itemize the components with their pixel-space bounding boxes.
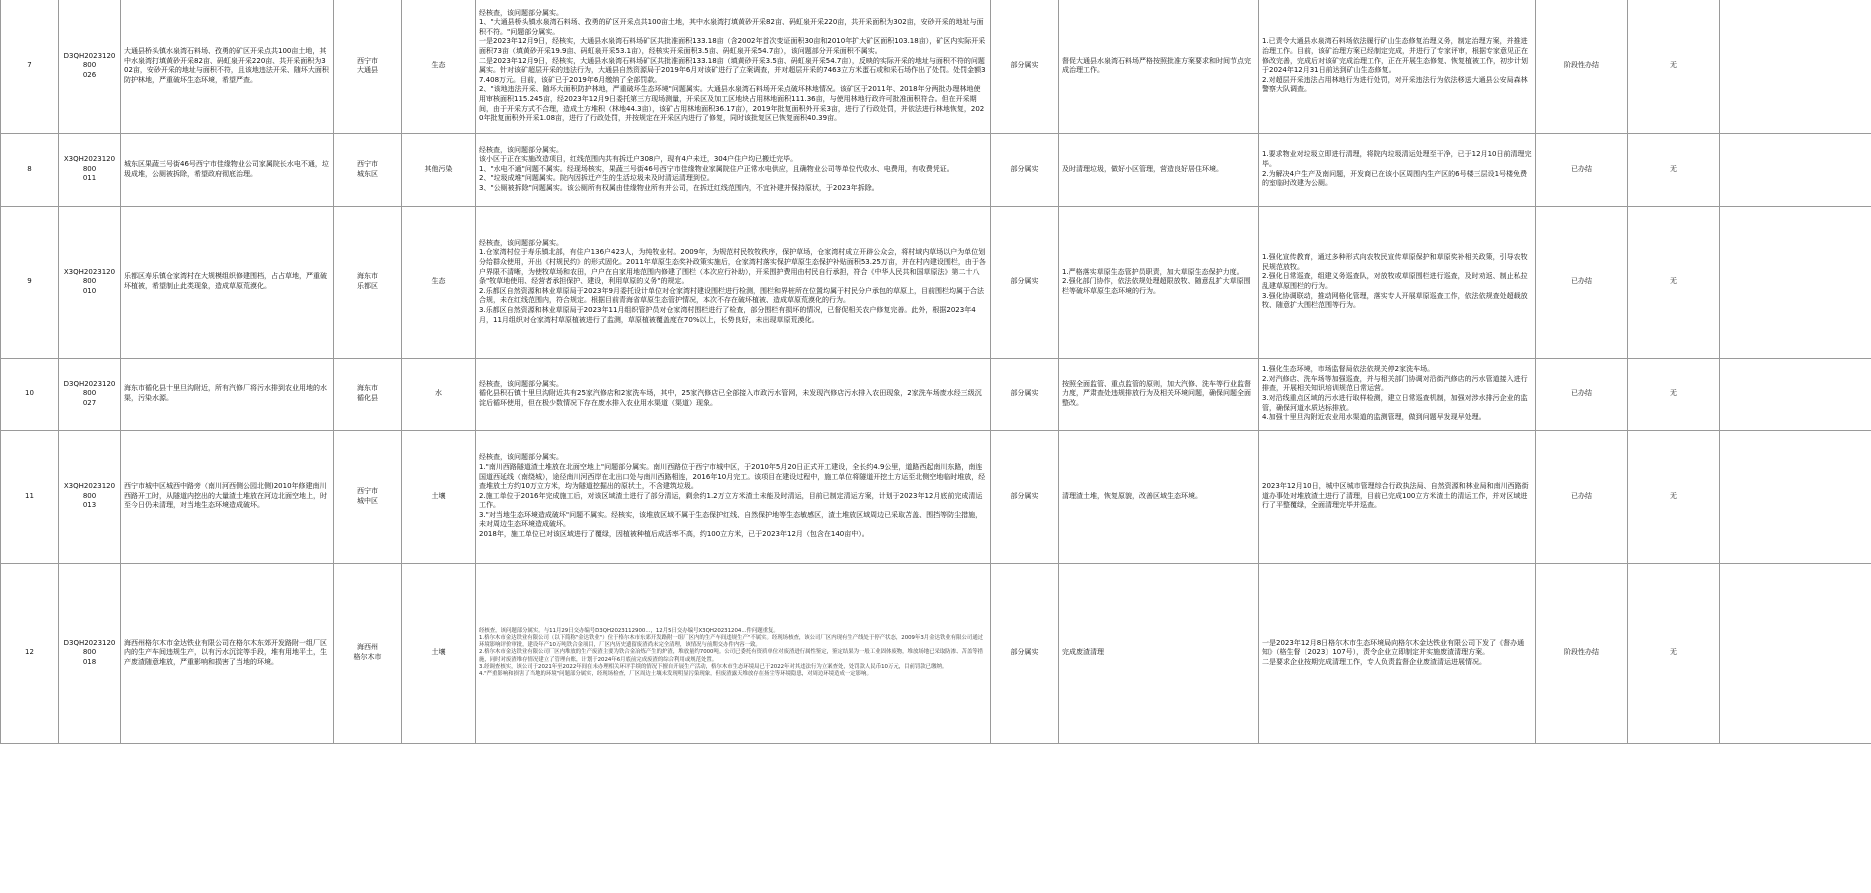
cell-pollution-type[interactable] — [402, 430, 476, 563]
detail-paragraph: 经核查，该问题部分属实。 — [479, 453, 563, 462]
cell-handling-progress[interactable] — [1259, 133, 1536, 206]
cell-case-code[interactable] — [59, 563, 121, 743]
cell-completion-status[interactable] — [1536, 430, 1628, 563]
handling-progress-line: 3.强化协调联动，推动网格化管理，落实专人开展草原巡查工作，依法依规查处超载放牧、随意扩大围栏范围等行为。 — [1262, 291, 1528, 310]
detail-paragraph: 一是2023年12月9日，经核实，大通县水泉湾石料场矿区共批准面积133.18亩（含2002年首次变证面积30亩和2010年扩大矿区面积103.18亩），矿区内实际开采面积73亩（填黄砂开采19.9亩、码虹泉开采53.1亩），经核实开采面积3.5亩、码虹泉开采54.7亩），该问题部分开采面积不属实。 — [479, 37, 986, 56]
verification-status-line: 部分属实 — [1010, 648, 1039, 657]
row-number-line: 12 — [25, 648, 34, 657]
handling-progress-line: 4.加强十里旦沟附近农业用水渠道的监测管理，做到问题早发现早处理。 — [1262, 413, 1486, 422]
cell-row-number[interactable] — [1, 430, 59, 563]
handling-progress-line: 1.强化生态环境，市场监督局依法依规关停2家洗车场。 — [1262, 365, 1435, 374]
completion-status-line: 已办结 — [1571, 491, 1592, 500]
cell-pollution-type[interactable] — [402, 206, 476, 358]
detail-paragraph: 经核查，该问题部分属实。 — [479, 145, 563, 154]
case-code-line: 010 — [82, 286, 97, 295]
cell-complaint-content[interactable] — [121, 430, 334, 563]
cell-rectification-measures[interactable] — [1059, 430, 1259, 563]
detail-paragraph: 循化县积石镇十里旦沟附近共有25家汽修店和2家洗车场，其中，25家汽修店已全部接入市政污水管网，未发现汽修店污水排入农田现象，2家洗车场废水经三级沉淀后循环使用，但在极少数情况下存在废水排入农业用水渠道（渠道）现象。 — [479, 389, 982, 407]
case-code-line: D3QH2023120800 — [63, 638, 116, 657]
row-number-line: 9 — [27, 277, 32, 286]
accountability-line: 无 — [1670, 491, 1677, 500]
complaint-content-line: 海西州格尔木市金达铁业有限公司在格尔木东郊开发路附一组厂区内的生产车间违规生产，以有污水沉淀等手段，堆有用地平土，生产废渣随意堆放，严重影响和损害了当地的环境。 — [124, 638, 327, 666]
handling-progress-line: 一是2023年12月8日格尔木市生态环境局向格尔木金达铁业有限公司下发了《督办通知》（格生督〔2023〕107号），责令企业立即制定并实施废渣清理方案。 — [1262, 638, 1525, 657]
row-number-line: 11 — [25, 491, 34, 500]
accountability-line: 无 — [1670, 277, 1677, 286]
cell-accountability[interactable] — [1628, 133, 1720, 206]
cell-investigation-detail[interactable] — [476, 563, 991, 743]
case-code-line: 026 — [82, 71, 97, 80]
cell-accountability[interactable] — [1628, 358, 1720, 430]
cell-handling-progress[interactable] — [1259, 358, 1536, 430]
cell-case-code[interactable] — [59, 133, 121, 206]
cell-accountability[interactable] — [1628, 206, 1720, 358]
handling-progress-line: 3.对沿线重点区域的污水进行取样检测，建立日常巡查机制，加强对涉水排污企业的监管，确保河道水质达标排放。 — [1262, 394, 1528, 412]
cell-handling-progress[interactable] — [1259, 430, 1536, 563]
cell-handling-progress[interactable] — [1259, 0, 1536, 133]
verification-status-line: 部分属实 — [1010, 389, 1039, 398]
cell-complaint-content[interactable] — [121, 0, 334, 133]
cell-investigation-detail[interactable] — [476, 430, 991, 563]
table-row — [1, 563, 1871, 743]
verification-status-line: 部分属实 — [1010, 164, 1039, 173]
detail-paragraph: 经核查，该问题部分属实。 — [479, 8, 563, 17]
cell-completion-status[interactable] — [1536, 358, 1628, 430]
administrative-region-line: 西宁市 — [357, 159, 378, 168]
completion-status-line: 已办结 — [1571, 164, 1592, 173]
administrative-region-line: 循化县 — [357, 394, 378, 402]
pollution-type-line: 生态 — [431, 277, 446, 286]
case-code-line: D3QH2023120800 — [63, 379, 116, 398]
verification-status-line: 部分属实 — [1010, 491, 1039, 500]
cell-row-number[interactable] — [1, 206, 59, 358]
detail-paragraph: 1.仓家湾村位于寿乐镇北部，有住户136户423人，为纯牧业村。2009年，为规范村民牧牧秩序，保护草场，仓家湾村成立开辟公众会，将村域内草场以户为单位划分给群众使用，开出《村规民约》的形式固化。2011年草原生态奖补政策实施后，仓家湾村落实保护草原生态保护补贴面积53.25万亩，并在村内建设围栏，由于各户界限不清晰，为使牧草场和农田，户户在自家用地范围内修建了围栏（本次应行补助），开采围护费用由村民自行承担，符合《中华人民共和国草原法》第二十八条"牧草地使用、经营者承担保护、建设，利用草原的义务"的规定。 — [479, 248, 986, 286]
detail-paragraph: 3、"公厕被拆除"问题属实。该公厕所有权属由佳缘物业所有并公司，在拆迁红线范围内，不宜补建并保持原状，于2023年拆除。 — [479, 183, 879, 192]
detail-paragraph: 二是2023年12月9日，经核实，大通县水泉湾石料场矿区共批准面积133.18亩（填黄砂开采3.5亩、码虹泉开采54.7亩），反映的实际开采的地址与面积不符的问题属实。针对该矿超层开采的违法行为，大通县自然资源局于2019年6月对该矿进行了立案调查，并对超层开采的7463立方米蛋石或和采石场作出了处罚。处罚金额37.408万元。目前，该矿已于2019年6月缴纳了全部罚款。 — [479, 56, 986, 84]
case-code-line: X3QH2023120800 — [63, 267, 116, 286]
administrative-region-line: 海东市 — [357, 384, 378, 393]
detail-paragraph: 2018年，施工单位已对该区域进行了覆绿，因植被种植后成活率不高，约100立方米，已于2023年12月（包含在140亩中）。 — [479, 530, 869, 539]
detail-paragraph: 3.乐都区自然资源和林业草原局于2023年11月组织管护员对仓家湾村围栏进行了检查，部分围栏有损坏的情况，已督促相关农户修复完善。此外，根据2023年4月，11月组织对仓家湾村草原植被进行了监测，草原植被覆盖度在70%以上，长势良好，未出现草原荒漠化。 — [479, 305, 976, 324]
detail-paragraph: 4."严重影响和损害了当地的环境"问题部分属实，经现场检查，厂区周边土壤未发现明显污染现象，但废渣露天堆放存在扬尘等环境隐患，对周边环境造成一定影响。 — [479, 671, 872, 677]
cell-pollution-type[interactable] — [402, 563, 476, 743]
pollution-type-line: 水 — [435, 389, 442, 398]
cell-blank[interactable] — [1720, 358, 1871, 430]
cell-completion-status[interactable] — [1536, 206, 1628, 358]
cell-case-code[interactable] — [59, 430, 121, 563]
cell-pollution-type[interactable] — [402, 133, 476, 206]
cell-rectification-measures[interactable] — [1059, 563, 1259, 743]
cell-handling-progress[interactable] — [1259, 206, 1536, 358]
cell-verification-status[interactable] — [991, 430, 1059, 563]
cell-complaint-content[interactable] — [121, 133, 334, 206]
case-code-line: 013 — [82, 501, 97, 510]
pollution-type-line: 土壤 — [431, 491, 446, 500]
cell-rectification-measures[interactable] — [1059, 0, 1259, 133]
cell-complaint-content[interactable] — [121, 563, 334, 743]
cell-pollution-type[interactable] — [402, 0, 476, 133]
accountability-line: 无 — [1670, 389, 1677, 398]
table-row — [1, 0, 1871, 133]
cell-pollution-type[interactable] — [402, 358, 476, 430]
complaint-content-line: 西宁市城中区城西中路旁（南川河西侧公园北侧)2010年修建南川西路开工时，从隧道内挖出的大量渣土堆放在河边北面空地上，时至今日仍未清理，对当地生态环境造成破坏。 — [124, 482, 327, 510]
cell-verification-status[interactable] — [991, 206, 1059, 358]
administrative-region-line: 格尔木市 — [353, 653, 382, 661]
cell-rectification-measures[interactable] — [1059, 358, 1259, 430]
cell-administrative-region[interactable] — [334, 0, 402, 133]
pollution-type-line: 其他污染 — [424, 164, 453, 173]
cell-case-code[interactable] — [59, 206, 121, 358]
case-code-line: 018 — [82, 657, 97, 666]
case-code-line: D3QH2023120800 — [63, 51, 116, 70]
cell-administrative-region[interactable] — [334, 563, 402, 743]
rectification-measures-line: 及时清理垃圾，做好小区管理，营造良好居住环境。 — [1062, 164, 1223, 173]
cell-verification-status[interactable] — [991, 563, 1059, 743]
cell-administrative-region[interactable] — [334, 358, 402, 430]
cell-row-number[interactable] — [1, 563, 59, 743]
case-code-line: 027 — [82, 398, 97, 407]
detail-paragraph: 2.乐都区自然资源和林业草原局于2023年9月委托设计单位对仓家湾村建设围栏进行检测，围栏和界桩所在位置均属于村民分户承包的草原上，目前围栏均属于合法合规，未在红线范围内，符合规定。根据目前青海省草原生态管护情况，本次不存在破坏植被、造成草原荒漠化的行为。 — [479, 286, 984, 305]
rectification-measures-line: 1.严格落实草原生态管护员职责，加大草原生态保护力度。 — [1062, 267, 1244, 276]
detail-paragraph: 2.施工单位于2016年完成施工后，对该区域渣土进行了部分清运，剩余约1.2万立方米渣土未能及时清运，目前已制定清运方案，计划于2023年12月底前完成清运工作。 — [479, 491, 983, 510]
cell-blank[interactable] — [1720, 430, 1871, 563]
cell-blank[interactable] — [1720, 0, 1871, 133]
administrative-region-line: 海东市 — [357, 272, 378, 281]
accountability-line: 无 — [1670, 61, 1677, 70]
table-row — [1, 430, 1871, 563]
detail-paragraph: 3.经调查核实，该公司于2021年至2022年间在未办理相关环评手续的情况下擅自开展生产活动，格尔木市生态环境局已于2022年对其违法行为立案查处，处罚款人民币10万元，目前罚款已缴纳。 — [479, 663, 948, 670]
cell-administrative-region[interactable] — [334, 206, 402, 358]
detail-paragraph: 1.格尔木市金达铁业有限公司（以下简称"金达铁业"）位于格尔木市东郊开发路附一组厂区内的生产车间违规生产"不属实。经现场核查，该公司厂区内现有生产线处于停产状态，2009年3月金达铁业有限公司通过环境影响评价审批，建设年产10万吨铁合金项目，厂区内历史遗留废渣尚未完全清理，该情况与前期交办件内容一致。 — [479, 634, 984, 649]
cell-verification-status[interactable] — [991, 358, 1059, 430]
verification-status-line: 部分属实 — [1010, 277, 1039, 286]
pollution-type-line: 生态 — [431, 61, 446, 70]
cell-blank[interactable] — [1720, 206, 1871, 358]
administrative-region-line: 西宁市 — [357, 486, 378, 495]
administrative-region-line: 城东区 — [357, 169, 378, 178]
administrative-region-line: 西宁市 — [357, 56, 378, 65]
verification-status-line: 部分属实 — [1010, 61, 1039, 70]
cell-accountability[interactable] — [1628, 563, 1720, 743]
administrative-region-line: 城中区 — [357, 496, 378, 505]
cell-blank[interactable] — [1720, 133, 1871, 206]
cell-verification-status[interactable] — [991, 0, 1059, 133]
cell-case-code[interactable] — [59, 0, 121, 133]
cell-investigation-detail[interactable] — [476, 0, 991, 133]
detail-paragraph: 经核查，该问题部分属实。与11月29日交办编号D3QH2023112900...，12月5日交办编号X3QH20231204...件问题重复。 — [479, 627, 779, 634]
handling-progress-line: 1.强化宣传教育，通过多种形式向农牧民宣传草原保护和草原奖补相关政策，引导农牧民规范放牧。 — [1262, 253, 1528, 271]
cell-administrative-region[interactable] — [334, 133, 402, 206]
detail-paragraph: 2、"垃圾成堆"问题属实。院内因拆迁产生的生活垃圾未及时清运清理到位。 — [479, 174, 714, 183]
detail-paragraph: 2、"该地违法开采、随坏大面积防护林地，严重破坏生态环境"问题属实。大通县水泉湾石料场开采点破坏林地情况。该矿区于2011年、2018年分两批办理林地使用审核面积115.245亩，经2023年12月9日委托第三方现场测量，开采区及加工区地块占用林地面积111.36亩，与使用林地行政许可批准面积符合。但在开采期间，由于开采方式不合理，造成土方堆积（林地44.3亩），该矿占用林地面积36.17亩），2019年批复面积外开采3亩，进行了行政处罚，并依法进行林地恢复，2020年批复面积外开采1.08亩，进行了行政处罚，并按规定在开采区内进行了修复，同时该批复区已恢复面积40.39亩。 — [479, 85, 985, 123]
cell-rectification-measures[interactable] — [1059, 206, 1259, 358]
handling-progress-line: 2023年12月10日，城中区城市管理综合行政执法局、自然资源和林业局和南川西路街道办事处对堆放渣土进行了清理，目前已完成100立方米渣土的清运工作，并对区域进行了平整覆绿，全面清理完毕并巡查。 — [1262, 482, 1529, 510]
handling-progress-line: 2.为解决4户生产及南问题，开发商已在该小区周围内生产区的6号楼三层设1号楼免费的室临时改建为公厕。 — [1262, 169, 1528, 188]
table-row — [1, 206, 1871, 358]
cell-complaint-content[interactable] — [121, 358, 334, 430]
detail-paragraph: 1、"水电不通"问题不属实。经现场核实，果蔬三号街46号西宁市佳缘物业家属院住户正常水电供应，且确物业公司等单位代收水、电费用，有收费凭证。 — [479, 164, 954, 173]
handling-progress-line: 二是要求企业按期完成清理工作，专人负责监督企业废渣清运进展情况。 — [1262, 657, 1486, 666]
detail-paragraph: 经核查，该问题部分属实。 — [479, 238, 563, 247]
cell-row-number[interactable] — [1, 358, 59, 430]
cell-accountability[interactable] — [1628, 430, 1720, 563]
handling-progress-line: 1.要求物业对垃圾立即进行清理，将院内垃圾清运处理至干净，已于12月10日前清理完毕。 — [1262, 150, 1532, 168]
cell-complaint-content[interactable] — [121, 206, 334, 358]
detail-paragraph: 1."南川西路隧道渣土堆放在北面空地上"问题部分属实。南川西路位于西宁市城中区，于2010年5月20日正式开工建设，全长约4.9公里，道路西起南川东路，南连国道西延线（南绕城），途径南川河西岸在北出口处与南川西路相连，2016年10月完工。该项目在建设过程中，施工单位将隧道开挖土方运至北侧空地临时堆放，经查堆放土方约10万立方米，均为隧道挖掘出的原状土，不含建筑垃圾。 — [479, 462, 986, 491]
table-row — [1, 133, 1871, 206]
complaint-content-line: 海东市循化县十里旦沟附近，所有汽修厂将污水排到农业用地的水渠，污染水源。 — [124, 384, 327, 402]
cell-case-code[interactable] — [59, 358, 121, 430]
completion-status-line: 已办结 — [1571, 277, 1592, 286]
cell-handling-progress[interactable] — [1259, 563, 1536, 743]
detail-paragraph: 2.格尔木市金达铁业有限公司厂区内堆放的生产废渣主要为铁合金冶炼产生的炉渣，堆放量约7000吨。公司已委托有资质单位对废渣进行属性鉴定，鉴定结果为一般工业固体废物，堆放场地已采取防渗、苫盖等措施，同时对废渣堆存情况建立了管理台账，计划于2024年6月底前完成废渣的综合利用或规范处置。 — [479, 649, 984, 663]
handling-progress-line: 2.强化日常巡查，组建义务巡查队，对放牧或草原围栏进行巡查，及时劝返、制止私拉乱建草原围栏的行为。 — [1262, 272, 1528, 290]
cell-investigation-detail[interactable] — [476, 206, 991, 358]
accountability-line: 无 — [1670, 648, 1677, 657]
cell-investigation-detail[interactable] — [476, 133, 991, 206]
handling-progress-line: 2.对汽修店、洗车场等加强巡查，并与相关部门协调对沿街汽修店的污水管道接入进行排查，开展相关知识培训规范日常运营。 — [1262, 374, 1528, 393]
table-body — [1, 0, 1871, 743]
cell-row-number[interactable] — [1, 0, 59, 133]
rectification-measures-line: 按照全面监管、重点监管的原则，加大汽修、洗车等行业监督力度，严肃查处违规排放行为及相关环境问题，确保问题全面整改。 — [1062, 379, 1251, 407]
cell-completion-status[interactable] — [1536, 563, 1628, 743]
administrative-region-line: 海西州 — [357, 643, 378, 652]
detail-paragraph: 3."对当地生态环境造成破坏"问题不属实。经核实，该堆放区域不属于生态保护红线、自然保护地等生态敏感区，渣土堆放区域周边已采取苫盖、围挡等防尘措施，未对周边生态环境造成破坏。 — [479, 510, 983, 529]
cell-investigation-detail[interactable] — [476, 358, 991, 430]
rectification-measures-line: 2.强化部门协作，依法依规处理超限放牧、随意乱扩大草原围栏等破坏草原生态环境的行为。 — [1062, 277, 1251, 295]
administrative-region-line: 乐都区 — [357, 282, 378, 290]
completion-status-line: 阶段性办结 — [1564, 648, 1599, 657]
cell-rectification-measures[interactable] — [1059, 133, 1259, 206]
completion-status-line: 已办结 — [1571, 389, 1592, 398]
table-row — [1, 358, 1871, 430]
cell-accountability[interactable] — [1628, 0, 1720, 133]
completion-status-line: 阶段性办结 — [1564, 61, 1599, 70]
detail-paragraph: 该小区于正在实施改造项目，红线范围内共有拆迁户308户，现有4户未迁，304户住户均已搬迁完毕。 — [479, 155, 798, 164]
row-number-line: 10 — [25, 389, 34, 398]
row-number-line: 8 — [27, 164, 32, 173]
cell-completion-status[interactable] — [1536, 0, 1628, 133]
case-code-line: X3QH2023120800 — [63, 155, 116, 173]
cell-row-number[interactable] — [1, 133, 59, 206]
accountability-line: 无 — [1670, 164, 1677, 173]
cell-completion-status[interactable] — [1536, 133, 1628, 206]
detail-paragraph: 经核查，该问题部分属实。 — [479, 379, 563, 388]
case-code-line: X3QH2023120800 — [63, 482, 116, 500]
administrative-region-line: 大通县 — [357, 66, 378, 75]
rectification-measures-line: 完成废渣清理 — [1062, 648, 1104, 657]
complaint-content-line: 乐都区寿乐镇仓家湾村在大规模组织修建围档，占占草地，严重破坏植被，希望制止此类现象，造成草原荒漠化。 — [124, 272, 327, 290]
detail-paragraph: 1、"大通县桥头镇水泉湾石料场、孜勇的矿区开采点共100亩土地，其中水泉湾打填黄砂开采82亩、码虹泉开采220亩，共开采面积为302亩，安砂开采的地址与面积不符。"问题部分属实。 — [479, 18, 984, 36]
cell-blank[interactable] — [1720, 563, 1871, 743]
case-code-line: 011 — [82, 174, 97, 183]
rectification-measures-line: 清理渣土堆，恢复原貌，改善区域生态环境。 — [1062, 491, 1202, 500]
cell-verification-status[interactable] — [991, 133, 1059, 206]
handling-progress-line: 1.已责令大通县水泉湾石料场依法履行矿山生态修复治理义务，制定治理方案，并推进治理工作。目前，该矿治理方案已经制定完成，并进行了专家评审，根据专家意见正在修改完善，完成后对该矿完成治理工作，正在开展生态修复、恢复植被工作，初步计划于2024年12月31日前达到矿山生态修复。 — [1262, 37, 1528, 75]
rectification-measures-line: 督促大通县水泉湾石料场严格按照批准方案要求和时间节点完成治理工作。 — [1062, 56, 1251, 75]
complaint-content-line: 城东区果蔬三号街46号西宁市佳缘物业公司家属院长水电不通，垃圾成堆，公厕被拆除，希望政府彻底治理。 — [124, 159, 329, 178]
complaint-content-line: 大通县桥头镇水泉湾石料场、孜勇的矿区开采点共100亩土地，其中水泉湾打填黄砂开采82亩、码虹泉开采220亩、共开采面积为302亩，安砂开采的地址与面积不符，且该地违法开采、随坏大面积防护林地，严重破坏生态环境，希望严查。 — [124, 47, 329, 84]
row-number-line: 7 — [27, 61, 32, 70]
cell-administrative-region[interactable] — [334, 430, 402, 563]
handling-progress-line: 2.对超层开采违法占用林地行为进行处罚，对开采违法行为依法移送大通县公安局森林警察大队调查。 — [1262, 75, 1528, 94]
pollution-type-line: 土壤 — [431, 648, 446, 657]
